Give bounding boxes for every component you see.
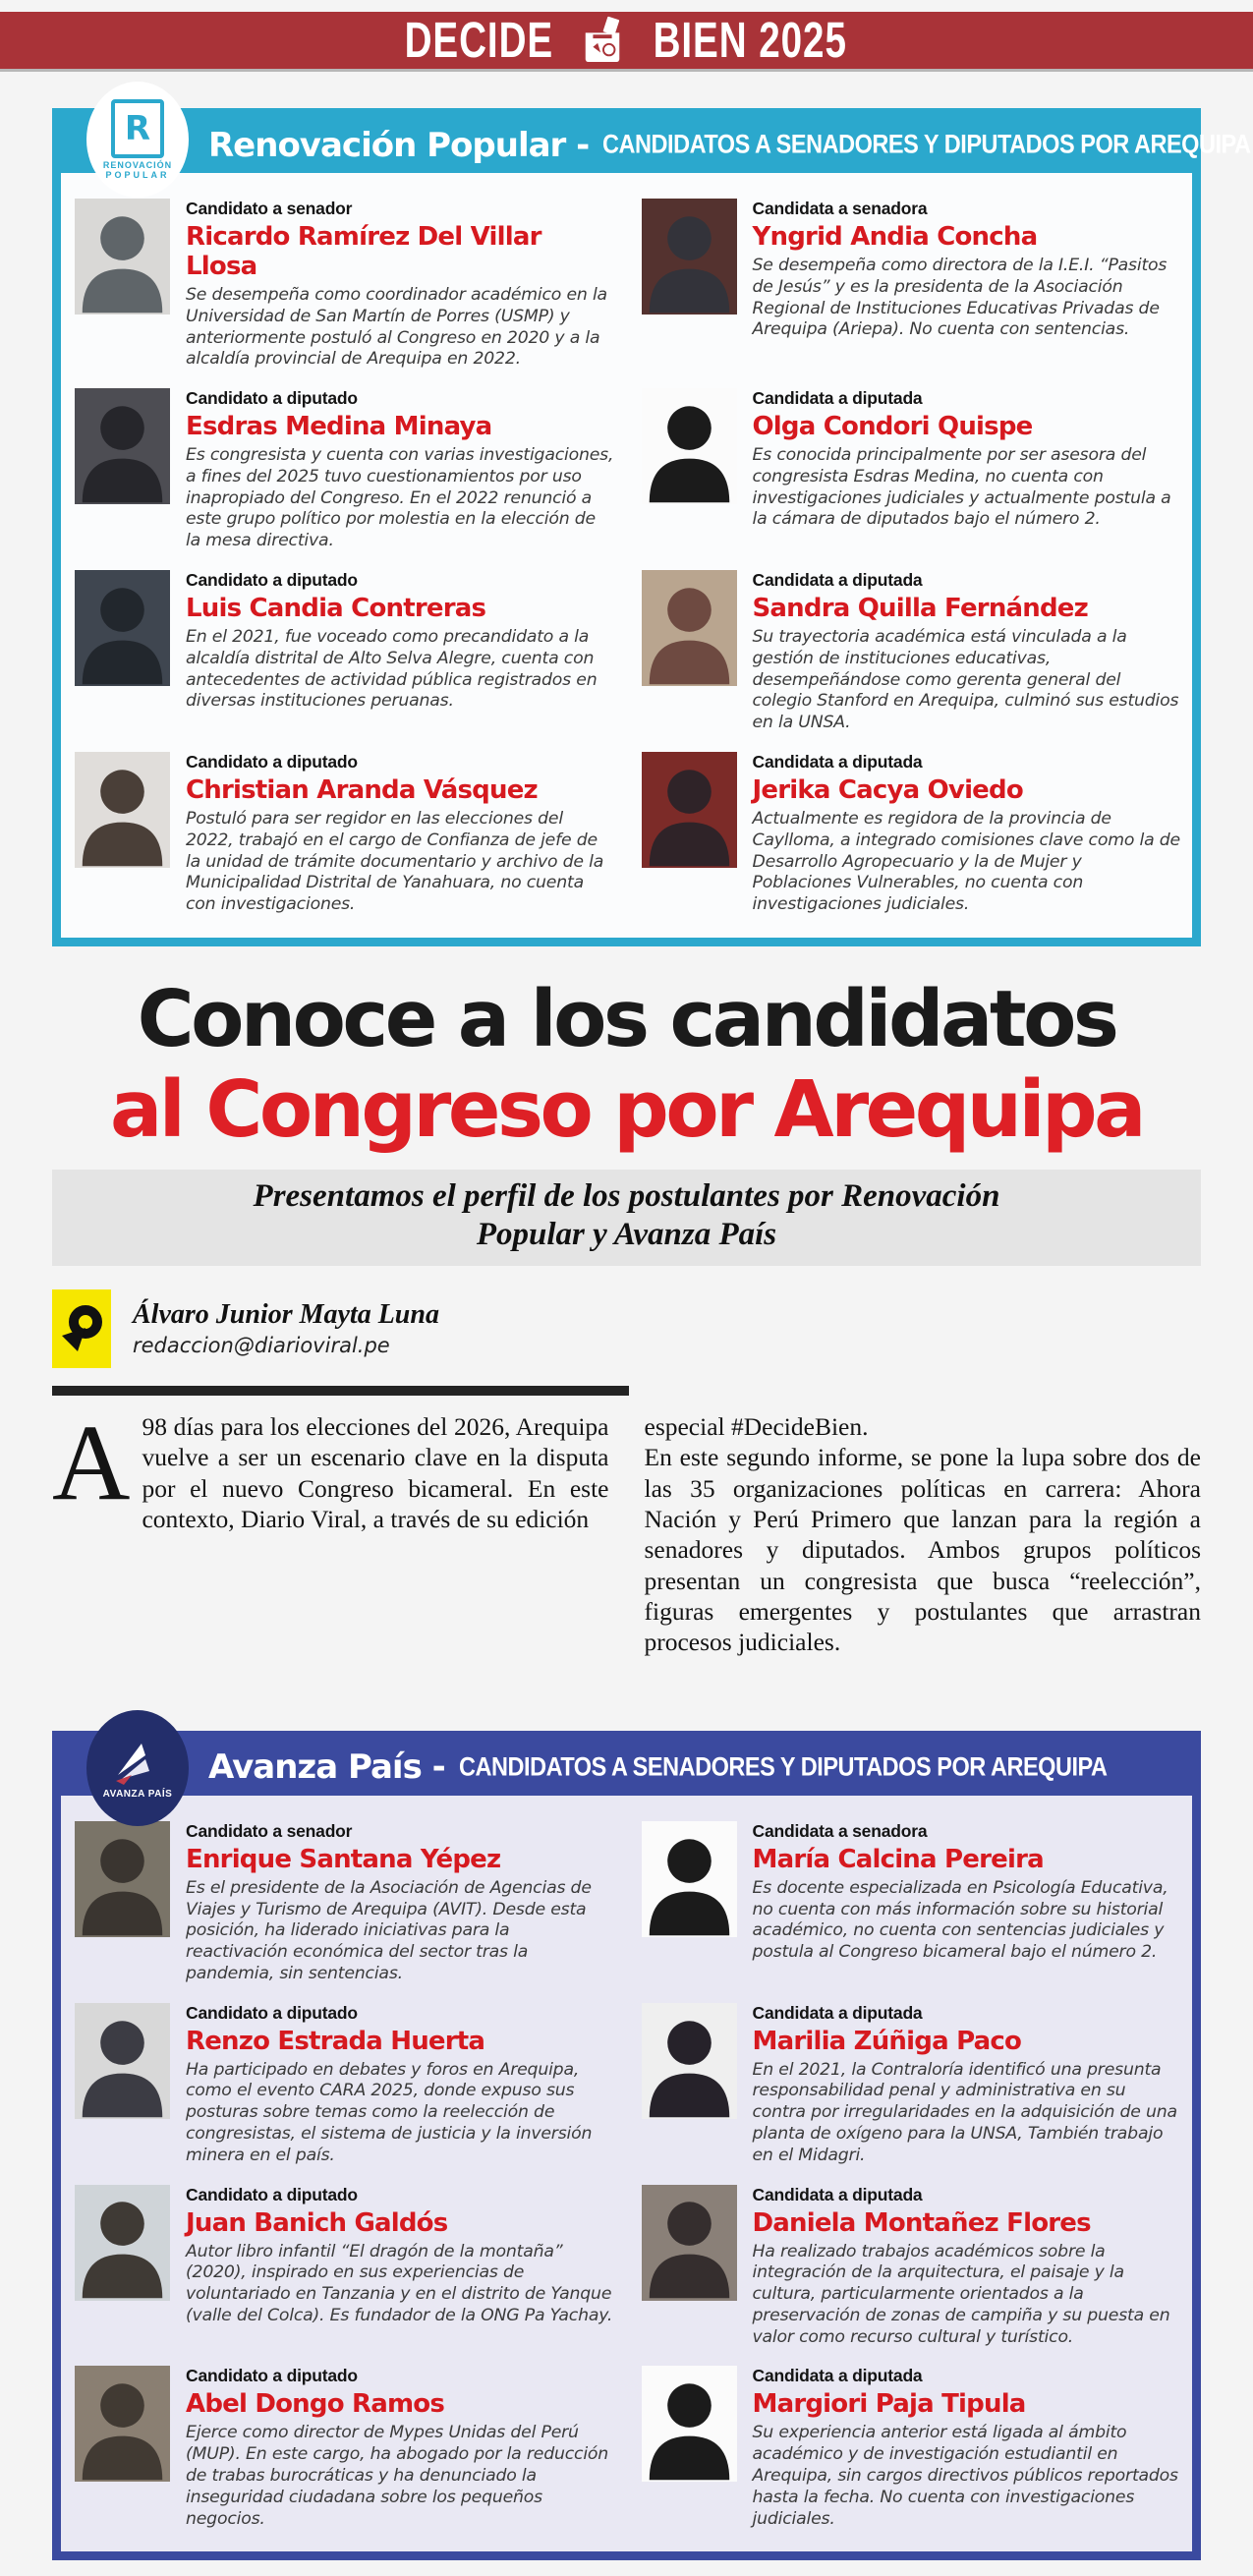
candidate-card [75,2003,614,2167]
candidate-name: Esdras Medina Minaya [186,412,492,442]
candidate-name: Jerika Cacya Oviedo [752,774,1023,805]
candidate-bio: Su experiencia anterior está ligada al ámbito académico y de investigación estudiantil en Arequipa, sin cargos directivos públicos reportados hasta la fecha. No cuenta con investigaciones judiciales. [752,2423,1178,2529]
candidate-info [186,388,614,552]
rp-section-subtitle: CANDIDATOS A SENADORES Y DIPUTADOS POR AREQUIPA [602,129,1251,160]
person-silhouette-icon [642,752,737,868]
candidate-bio: Se desempeña como directora de la I.E.I. “Pasitos de Jesús” y es la presidenta de la Asociación Regional de Instituciones Educativas Privadas de Arequipa (Ariepa). No cuenta con sentencias. [752,256,1168,340]
diario-viral-logo-icon [60,1300,103,1357]
candidate-photo [642,2003,737,2119]
candidate-card [75,1821,614,1985]
person-silhouette-icon [75,199,170,315]
person-silhouette-icon [75,388,170,504]
candidate-info [186,570,614,734]
candidate-card [75,2366,614,2530]
candidate-photo [75,2366,170,2482]
ap-party-name: Avanza País - [208,1747,445,1788]
subtitle-line1: Presentamos el perfil de los postulantes por Renovación [253,1178,1000,1214]
article-column-left [52,1402,609,1658]
candidate-card [75,752,614,916]
candidate-bio: Autor libro infantil “El dragón de la montaña” (2020), inspirado en sus experiencias de voluntariado en Tanzania y en el distrito de Yanque (valle del Colca). Es fundador de la ONG Pa Yachay. [186,2241,613,2325]
banner-decide-text: DECIDE [404,11,554,69]
banner-bien-text: BIEN 2025 [653,11,847,69]
candidate-role-label: Candidato a diputado [186,751,358,772]
candidate-role-label: Candidato a diputado [186,2184,358,2204]
candidate-photo [75,2185,170,2301]
candidate-bio: Ha participado en debates y foros en Arequipa, como el evento CARA 2025, donde expuso sus posturas sobre temas como la reelección de congresistas, el sistema de justicia y la inversión minera en el país. [186,2059,593,2165]
candidate-info [753,199,1181,371]
article-col2-paragraph1: especial #DecideBien. [644,1411,869,1441]
candidate-role-label: Candidato a senador [186,1820,353,1841]
candidate-card [75,2185,614,2349]
candidate-photo [642,752,737,868]
candidate-name: Sandra Quilla Fernández [752,594,1088,624]
candidate-info [753,2003,1181,2167]
candidate-role-label: Candidata a diputada [752,751,923,772]
candidate-name: Daniela Montañez Flores [752,2207,1091,2238]
candidate-card [642,388,1181,552]
candidate-bio: En el 2021, la Contraloría identificó una presunta responsabilidad penal y administrativa en su contra por irregularidades en la adquisición de una planta de oxígeno para la UNSA, También trabajo en el Midagri. [752,2059,1177,2165]
candidate-card [75,570,614,734]
avanza-pais-logo-mark [112,1742,163,1785]
candidate-bio: Actualmente es regidora de la provincia de Caylloma, a integrado comisiones clave como la de Desarrollo Agropecuario y la de Mujer y Poblaciones Vulnerables, no cuenta con investigaciones judiciales. [752,808,1180,915]
author-email: redaccion@diarioviral.pe [133,1334,390,1358]
candidate-role-label: Candidata a diputada [752,570,923,591]
person-silhouette-icon [75,2366,170,2482]
candidate-info [186,1821,614,1985]
candidate-name: María Calcina Pereira [752,1844,1044,1874]
candidate-info [753,1821,1181,1985]
headline-subtitle-band [52,1170,1201,1266]
ballot-box-icon [580,16,625,65]
decide-bien-banner [0,12,1253,69]
candidate-info [753,752,1181,916]
candidate-bio: Ejerce como director de Mypes Unidas del Perú (MUP). En este cargo, ha abogado por la reducción de trabas burocráticas y ha denunciado la inseguridad ciudadana sobre los pequeños negocios. [186,2423,609,2529]
candidate-name: Renzo Estrada Huerta [186,2026,485,2056]
byline-divider [52,1386,629,1396]
main-headline [0,973,1253,1156]
person-silhouette-icon [75,570,170,686]
person-silhouette-icon [642,388,737,504]
person-silhouette-icon [75,2003,170,2119]
candidate-bio: Ha realizado trabajos académicos sobre la integración de la arquitectura, el paisaje y la cultura, particularmente orientados a la preservación de zonas de campiña y su puesta en valor como recurso cultural y turístico. [752,2241,1170,2347]
diario-viral-logo [52,1289,111,1368]
candidate-info [753,2185,1181,2349]
candidate-photo [642,199,737,315]
avanza-pais-logo [86,1710,189,1826]
candidate-bio: Se desempeña como coordinador académico en la Universidad de San Martín de Porres (USMP) y anteriormente postuló al Congreso en 2020 y a la alcaldía provincial de Arequipa en 2022. [186,285,607,370]
person-silhouette-icon [75,752,170,868]
person-silhouette-icon [642,2003,737,2119]
candidate-name: Yngrid Andia Concha [752,222,1038,252]
candidate-bio: Es conocida principalmente por ser asesora del congresista Esdras Medina, no cuenta con investigaciones judiciales y actualmente postula a la cámara de diputados bajo el número 2. [752,445,1171,530]
candidate-info [186,752,614,916]
avanza-pais-section [52,1731,1201,2561]
candidate-bio: Su trayectoria académica está vinculada a la gestión de instituciones educativas, desempeñándose como gerenta general del colegio Stanford en Arequipa, culminó sus estudios en la UNSA. [752,627,1179,733]
candidate-card [75,199,614,371]
candidate-info [186,199,614,371]
author-name: Álvaro Junior Mayta Luna [133,1299,439,1331]
person-silhouette-icon [642,2185,737,2301]
candidate-photo [75,752,170,868]
candidate-card [642,2003,1181,2167]
person-silhouette-icon [75,1821,170,1937]
person-silhouette-icon [642,570,737,686]
dropcap: A [52,1402,131,1522]
candidate-photo [75,570,170,686]
ap-section-header [61,1740,1192,1796]
rp-section-header [61,117,1251,173]
candidate-name: Juan Banich Galdós [186,2207,448,2238]
candidate-info [753,2366,1181,2530]
candidate-card [642,2185,1181,2349]
candidate-role-label: Candidato a diputado [186,2366,358,2386]
candidate-photo [75,2003,170,2119]
rp-logo-letter: R [111,99,164,158]
renovacion-popular-section [52,108,1251,946]
person-silhouette-icon [75,2185,170,2301]
candidate-bio: Es docente especializada en Psicología Educativa, no cuenta con más información sobre su historial académico, no cuenta con sentencias judiciales y postula al Congreso bicameral bajo el número 2. [752,1877,1168,1963]
rp-logo-label-line2: POPULAR [105,170,170,180]
candidate-role-label: Candidata a diputada [752,2366,923,2386]
candidate-bio: Es congresista y cuenta con varias investigaciones, a fines del 2025 tuvo cuestionamientos por uso inapropiado del Congreso. En el 2022 renunció a este grupo político por molestia en la elección de la mesa directiva. [186,445,614,551]
candidate-role-label: Candidato a senador [186,199,353,218]
candidate-photo-placeholder [642,2366,737,2482]
candidate-photo [642,2185,737,2301]
candidate-role-label: Candidato a diputado [186,570,358,591]
headline-line1: Conoce a los candidatos [137,973,1116,1064]
candidate-role-label: Candidata a senadora [752,199,928,218]
article-column-right [645,1411,1202,1658]
article-body [52,1402,1201,1658]
rp-logo-label-line1: RENOVACIÓN [102,160,173,170]
candidate-name: Abel Dongo Ramos [186,2389,445,2420]
candidate-name: Margiori Paja Tipula [752,2389,1026,2420]
candidate-photo [75,1821,170,1937]
candidate-name: Olga Condori Quispe [752,412,1033,442]
candidate-card [642,199,1181,371]
person-silhouette-icon [642,2366,737,2482]
rp-candidates-grid [61,173,1192,938]
candidate-role-label: Candidato a diputado [186,388,358,409]
candidate-bio: Es el presidente de la Asociación de Agencias de Viajes y Turismo de Arequipa (AVIT). Desde esta posición, ha liderado iniciativas para la reactivación económica del sector tras la pandemia, sin sentencias. [186,1877,592,1983]
candidate-role-label: Candidata a diputada [752,2002,923,2023]
headline-line2: al Congreso por Arequipa [110,1064,1143,1156]
candidate-info [753,570,1181,734]
article-col1-text: 98 días para los elecciones del 2026, Arequipa vuelve a ser un escenario clave en la disputa por el nuevo Congreso bicameral. En este contexto, Diario Viral, a través de su edición [142,1411,609,1533]
avanza-pais-logo-label: AVANZA PAÍS [102,1789,173,1801]
candidate-card [642,1821,1181,1985]
person-silhouette-icon [642,199,737,315]
ap-section-subtitle: CANDIDATOS A SENADORES Y DIPUTADOS POR AREQUIPA [458,1751,1108,1782]
candidate-name: Luis Candia Contreras [186,594,486,624]
candidate-name: Marilia Zúñiga Paco [752,2026,1022,2056]
article-col2-paragraph2: En este segundo informe, se pone la lupa sobre dos de las 35 organizaciones políticas en carrera: Ahora Nación y Perú Primero que lanzan para la región a senadores y diputados. Ambos grupos políticos presentan un congresista que busca “reelección”, figuras emergentes y postulantes que arrastran procesos judiciales. [644,1443,1201,1657]
candidate-info [753,388,1181,552]
candidate-card [642,752,1181,916]
candidate-photo [75,388,170,504]
candidate-role-label: Candidata a diputada [752,388,923,409]
candidate-info [186,2003,614,2167]
candidate-card [642,2366,1181,2530]
candidate-bio: En el 2021, fue voceado como precandidato a la alcaldía distrital de Alto Selva Alegre, cuenta con antecedentes de actividad pública registrados en diversas instituciones peruanas. [186,627,598,712]
byline [52,1289,1201,1368]
candidate-photo-placeholder [642,1821,737,1937]
rp-party-name: Renovación Popular - [208,125,590,165]
byline-text [133,1299,439,1357]
candidate-name: Christian Aranda Vásquez [186,774,538,805]
candidate-info [186,2185,614,2349]
candidate-bio: Postuló para ser regidor en las elecciones del 2022, trabajó en el cargo de Confianza de jefe de la unidad de trámite documentario y archivo de la Municipalidad Distrital de Yanahuara, no cuenta con investigaciones. [186,808,604,915]
candidate-photo-placeholder [642,388,737,504]
candidate-name: Ricardo Ramírez Del Villar Llosa [186,222,541,281]
candidate-photo [642,570,737,686]
person-silhouette-icon [642,1821,737,1937]
candidate-info [186,2366,614,2530]
renovacion-popular-logo [86,82,189,198]
candidate-card [75,388,614,552]
candidate-role-label: Candidata a senadora [752,1820,928,1841]
ap-candidates-grid [61,1796,1192,2552]
candidate-name: Enrique Santana Yépez [186,1844,501,1874]
candidate-photo [75,199,170,315]
candidate-card [642,570,1181,734]
candidate-role-label: Candidata a diputada [752,2184,923,2204]
subtitle-line2: Popular y Avanza País [476,1216,777,1252]
candidate-role-label: Candidato a diputado [186,2002,358,2023]
